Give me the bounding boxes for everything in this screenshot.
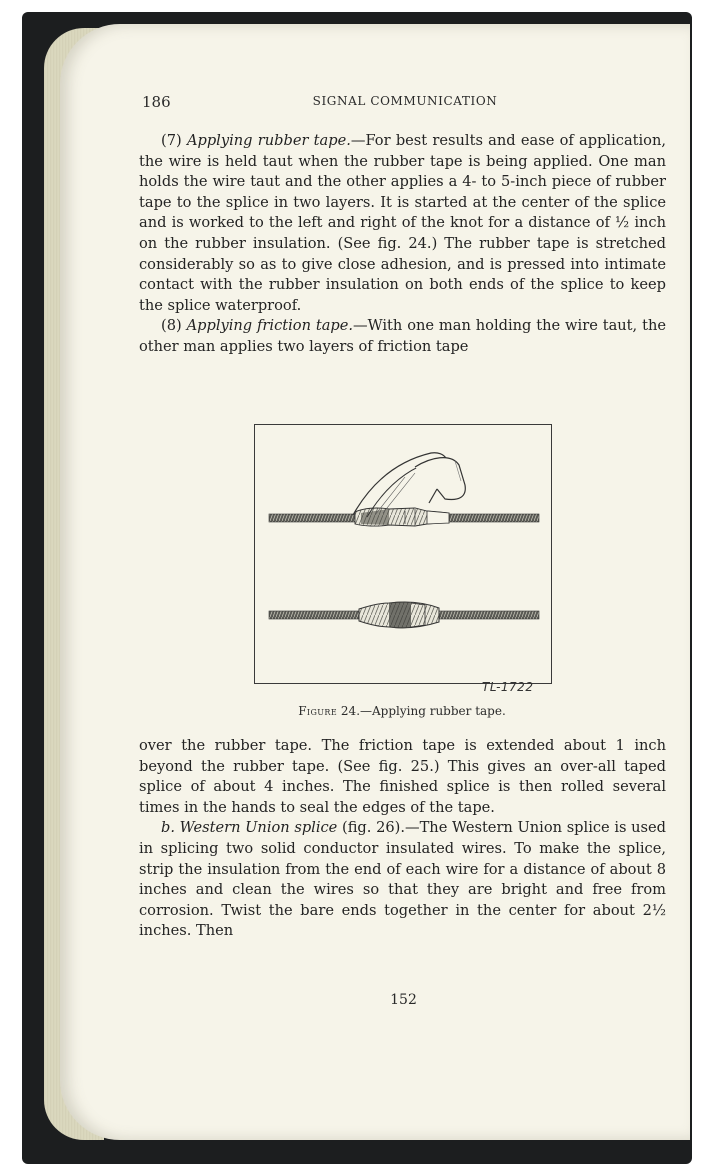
header-page-number: 186 bbox=[142, 93, 171, 111]
para-b-heading: Western Union splice bbox=[179, 819, 338, 837]
text-block-bottom bbox=[139, 736, 666, 942]
para-b-ref: (fig. 26). bbox=[342, 819, 405, 837]
upper-wire bbox=[269, 508, 539, 526]
rubber-tape-strip bbox=[353, 453, 465, 517]
para-7-body: —For best results and ease of application, the wire is held taut when the rubber tape is being applied. One man holds the wire taut and the other applies a 4- to 5-inch piece of rubber tape to the splice in two layers. It is started at the center of the splice and is worked to the left and right of the knot for a distance of ½ inch on the rubber insulation. (See fig. 24.) The rubber tape is stretched considerably so as to give close adhesion, and is pressed into intimate contact with the rubber insulation on both ends of the splice to keep the splice waterproof. bbox=[139, 132, 666, 314]
paragraph-8 bbox=[139, 316, 666, 357]
para-8-number: (8) bbox=[161, 317, 182, 335]
paragraph-b bbox=[139, 818, 666, 942]
para-b-number: b. bbox=[161, 819, 175, 837]
para-7-number: (7) bbox=[161, 132, 182, 149]
rubber-tape-illustration bbox=[255, 425, 551, 683]
paragraph-7 bbox=[139, 131, 666, 316]
paragraph-8-continued: over the rubber tape. The friction tape is extended about 1 inch beyond the rubber tape. (See fig. 25.) This gives an over-all taped splice of about 4 inches. The finished splice is then rolled several times in the hands to seal the edges of the tape. bbox=[139, 737, 666, 816]
para-b-body: —The Western Union splice is used in splicing two solid conductor insulated wires. To make the splice, strip the insulation from the end of each wire for a distance of about 8 inches and clean the wires so that they are bright and free from corrosion. Twist the bare ends together in the center for about 2½ inches. Then bbox=[139, 819, 667, 940]
running-head bbox=[142, 93, 668, 115]
figure-caption-label: Figure bbox=[298, 704, 338, 718]
para-7-heading: Applying rubber tape. bbox=[186, 132, 351, 149]
figure-caption bbox=[254, 704, 550, 718]
footer-page-number: 152 bbox=[390, 992, 417, 1008]
para-8-body-start: —With one man holding the wire taut, the other man applies two layers of friction tape bbox=[139, 317, 666, 355]
text-block-top bbox=[139, 131, 666, 358]
figure-caption-text: 24.—Applying rubber tape. bbox=[340, 704, 506, 718]
running-title: SIGNAL COMMUNICATION bbox=[312, 94, 498, 108]
figure-tl-code: TL-1722 bbox=[482, 680, 534, 694]
figure-24 bbox=[254, 424, 552, 684]
lower-wire bbox=[269, 602, 539, 629]
para-8-heading: Applying friction tape. bbox=[186, 317, 354, 335]
